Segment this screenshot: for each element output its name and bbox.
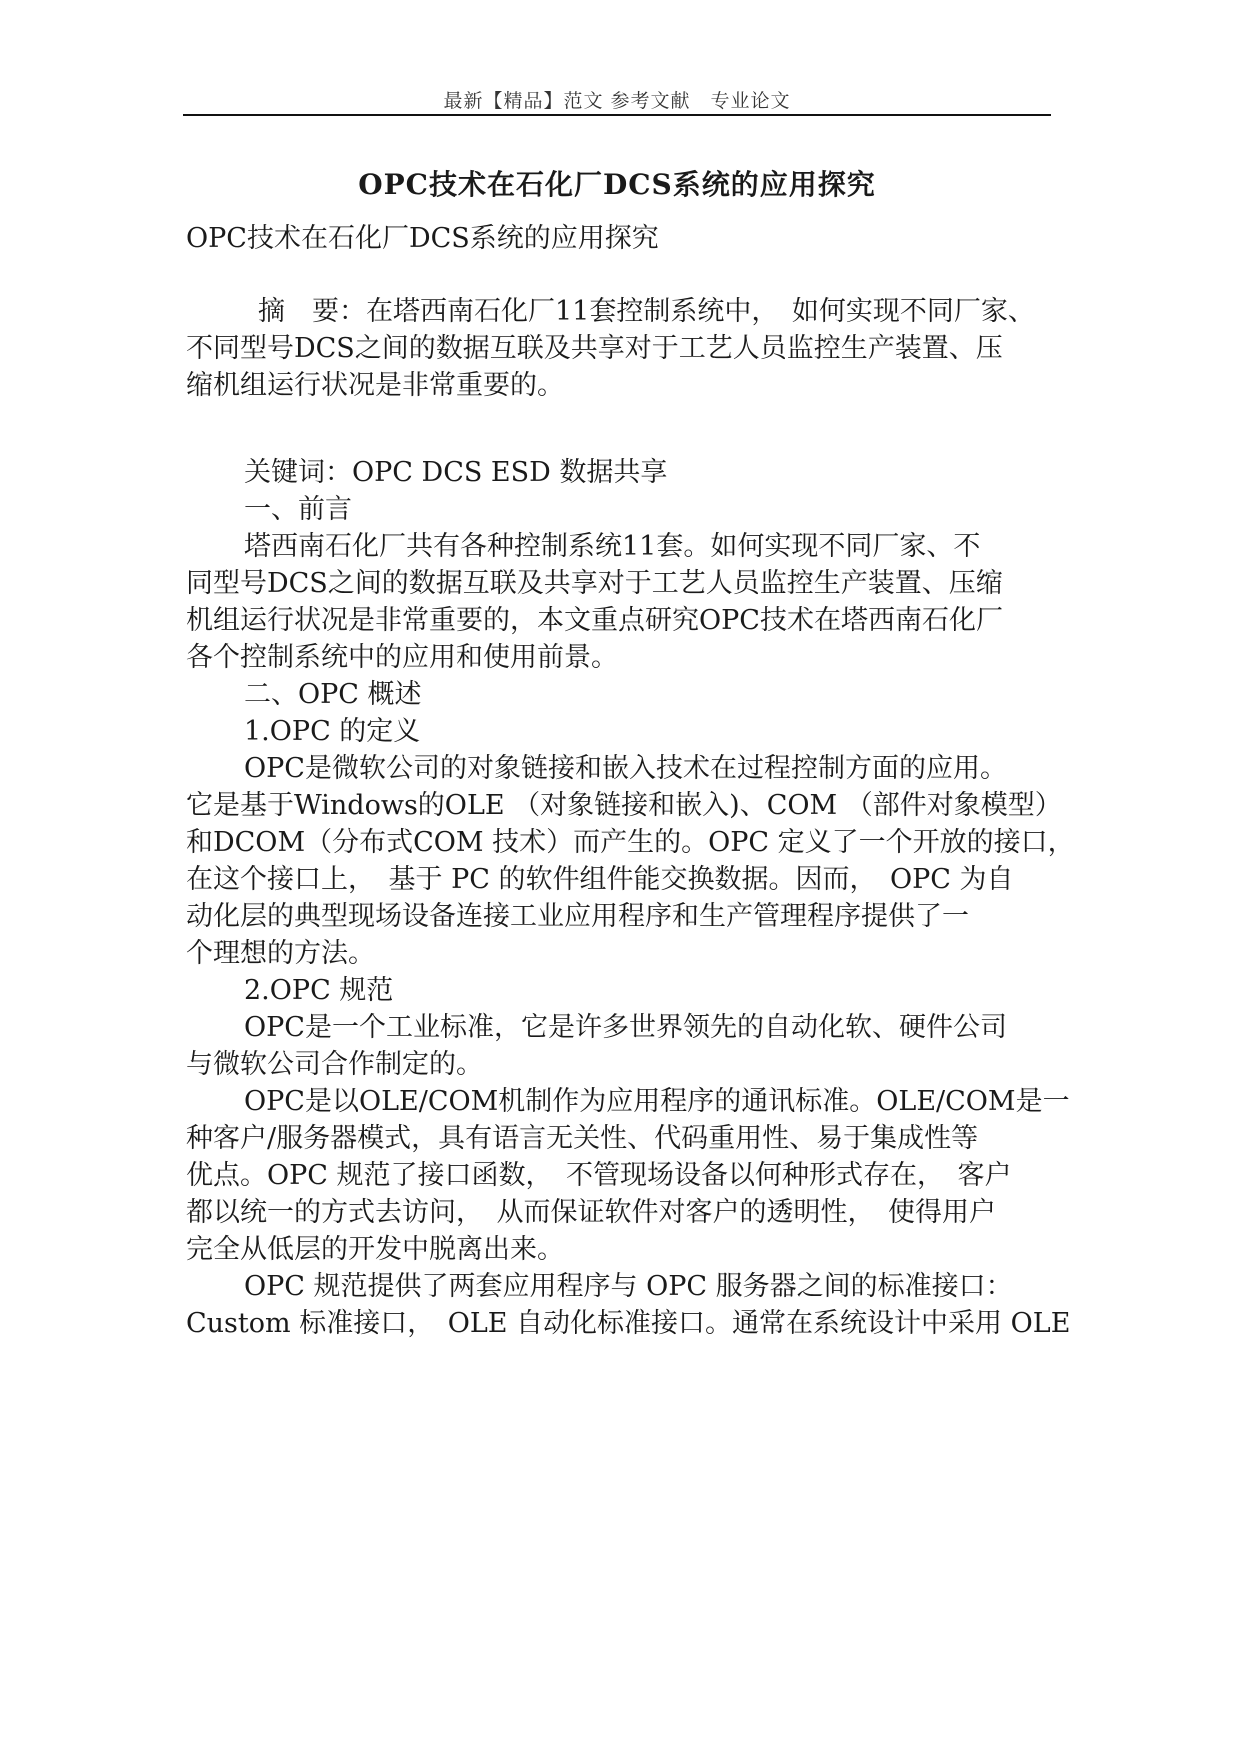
subsection-heading: 2.OPC 规范 bbox=[244, 975, 394, 1006]
abstract-line: 缩机组运行状况是非常重要的。 bbox=[186, 370, 564, 401]
paragraph-line: OPC 规范提供了两套应用程序与 OPC 服务器之间的标准接口： bbox=[244, 1271, 1013, 1302]
paragraph-line: 机组运行状况是非常重要的，本文重点研究OPC技术在塔西南石化厂 bbox=[186, 605, 1003, 636]
paragraph-line: 都以统一的方式去访问， 从而保证软件对客户的透明性， 使得用户 bbox=[186, 1197, 996, 1228]
subsection-heading: 1.OPC 的定义 bbox=[244, 716, 421, 747]
section-heading: 一、前言 bbox=[244, 494, 352, 525]
paragraph-line: 动化层的典型现场设备连接工业应用程序和生产管理程序提供了一 bbox=[186, 901, 969, 932]
paragraph-line: 塔西南石化厂共有各种控制系统11套。如何实现不同厂家、不 bbox=[244, 531, 981, 562]
document-body bbox=[186, 220, 1075, 1342]
running-header: 最新【精品】范文 参考文献 专业论文 bbox=[443, 90, 791, 112]
paragraph-line: OPC是微软公司的对象链接和嵌入技术在过程控制方面的应用。 bbox=[244, 753, 1007, 784]
keywords: 关键词：OPC DCS ESD 数据共享 bbox=[244, 457, 668, 488]
paragraph-line: 它是基于Windows的OLE （对象链接和嵌入)、COM （部件对象模型） bbox=[186, 790, 1062, 821]
document-title: OPC技术在石化厂DCS系统的应用探究 bbox=[358, 168, 876, 201]
header-divider bbox=[183, 114, 1051, 116]
paragraph-line: 各个控制系统中的应用和使用前景。 bbox=[186, 642, 618, 673]
paragraph-line: 种客户/服务器模式，具有语言无关性、代码重用性、易于集成性等 bbox=[186, 1123, 979, 1154]
document-subtitle: OPC技术在石化厂DCS系统的应用探究 bbox=[186, 223, 659, 254]
paragraph-line: 完全从低层的开发中脱离出来。 bbox=[186, 1234, 564, 1265]
section-heading: 二、OPC 概述 bbox=[244, 679, 422, 710]
paragraph-line: Custom 标准接口， OLE 自动化标准接口。通常在系统设计中采用 OLE bbox=[186, 1308, 1071, 1339]
paragraph-line: 与微软公司合作制定的。 bbox=[186, 1049, 483, 1080]
paragraph-line: OPC是以OLE/COM机制作为应用程序的通讯标准。OLE/COM是一 bbox=[244, 1086, 1070, 1117]
paragraph-line: OPC是一个工业标准，它是许多世界领先的自动化软、硬件公司 bbox=[244, 1012, 1007, 1043]
abstract-line: 摘 要：在塔西南石化厂11套控制系统中， 如何实现不同厂家、 bbox=[258, 296, 1035, 327]
spacer bbox=[186, 404, 1066, 454]
abstract-line: 不同型号DCS之间的数据互联及共享对于工艺人员监控生产装置、压 bbox=[186, 333, 1003, 364]
spacer bbox=[186, 257, 1066, 293]
paragraph-line: 个理想的方法。 bbox=[186, 938, 375, 969]
paragraph-line: 同型号DCS之间的数据互联及共享对于工艺人员监控生产装置、压缩 bbox=[186, 568, 1003, 599]
paragraph-line: 和DCOM（分布式COM 技术）而产生的。OPC 定义了一个开放的接口， bbox=[186, 827, 1075, 858]
paragraph-line: 在这个接口上， 基于 PC 的软件组件能交换数据。因而， OPC 为自 bbox=[186, 864, 1014, 895]
paragraph-line: 优点。OPC 规范了接口函数， 不管现场设备以何种形式存在， 客户 bbox=[186, 1160, 1012, 1191]
